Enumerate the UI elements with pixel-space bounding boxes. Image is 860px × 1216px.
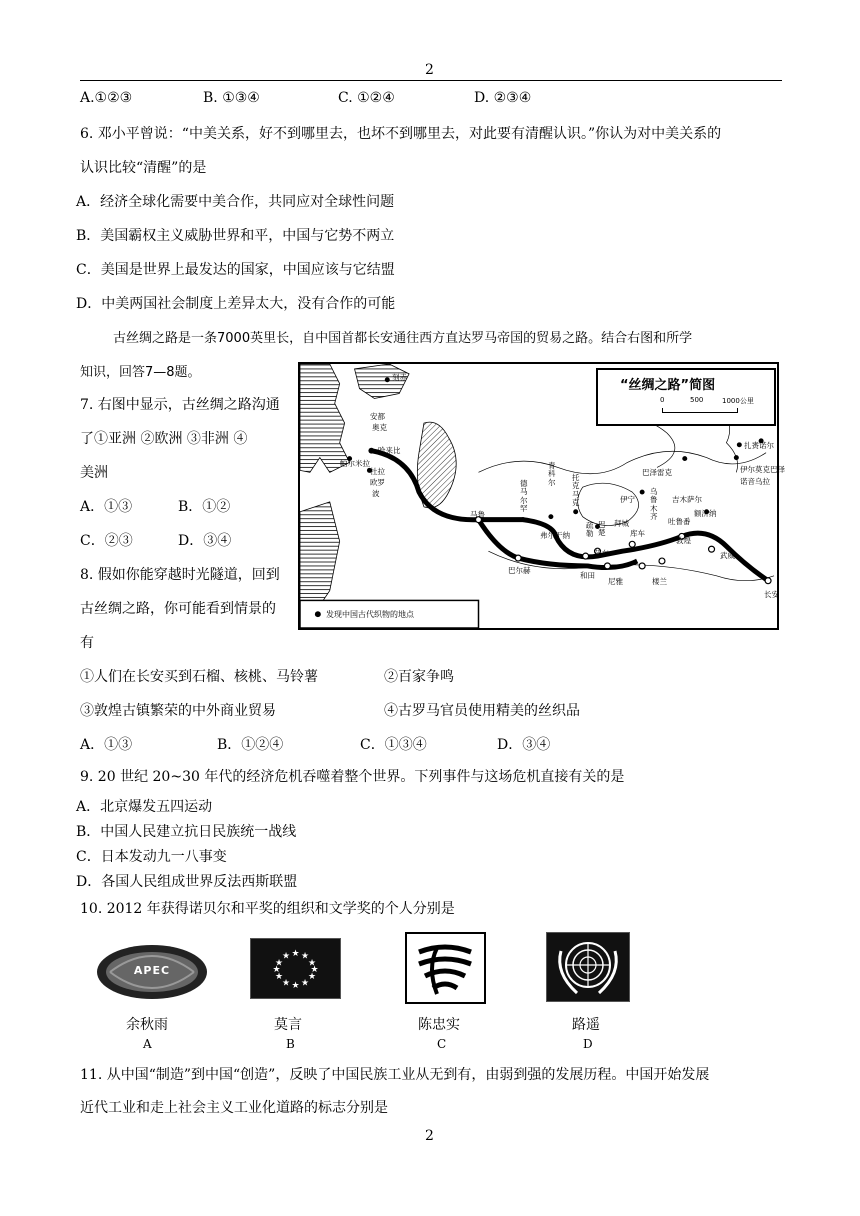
map-place: 伊尔莫克巴泽: [740, 465, 785, 474]
svg-text:★: ★: [274, 958, 284, 969]
svg-text:★: ★: [300, 951, 310, 962]
map-place: 欧罗: [370, 478, 385, 487]
q8-item3: ③敦煌古镇繁荣的中外商业贸易: [80, 703, 276, 719]
passage-line2: 知识，回答7—8题。: [80, 365, 201, 380]
q9-option-c: C．日本发动九一八事变: [76, 849, 227, 865]
q7-option-d: D．③④: [178, 533, 232, 549]
q10-name-b: 莫言: [274, 1017, 302, 1033]
map-place: 诺音乌拉: [740, 477, 770, 486]
map-place: 长安: [764, 590, 779, 599]
q8-item1: ①人们在长安买到石榴、核桃、马铃薯: [80, 669, 318, 685]
q6-stem-line2: 认识比较“清醒”的是: [80, 160, 207, 176]
svg-text:★: ★: [291, 981, 300, 991]
q10-stem: 10. 2012 年获得诺贝尔和平奖的组织和文学奖的个人分别是: [80, 901, 455, 917]
q9-option-a: A．北京爆发五四运动: [76, 799, 213, 815]
q10-name-a: 余秋雨: [126, 1017, 168, 1033]
q10-letter-b: B: [286, 1037, 295, 1051]
map-scale-1000: 1000公里: [722, 397, 754, 405]
q10-name-c: 陈忠实: [418, 1017, 460, 1033]
footer-page-number: 2: [425, 1128, 434, 1144]
q8-option-c: C．①③④: [360, 737, 427, 753]
map-place: 疏勒: [586, 521, 594, 539]
map-place: 尼雅: [608, 577, 623, 586]
q5-option-c: C. ①②④: [338, 90, 395, 106]
q8-line1: 8. 假如你能穿越时光隧道，回到: [80, 567, 280, 583]
q6-option-b: B．美国霸权主义威胁世界和平，中国与它势不两立: [76, 228, 395, 244]
q5-option-d: D. ②③④: [474, 90, 532, 106]
map-place: 哈来比: [378, 446, 401, 455]
header-rule: [80, 80, 782, 81]
q9-option-b: B．中国人民建立抗日民族统一战线: [76, 824, 297, 840]
q7-option-c: C．②③: [80, 533, 133, 549]
q8-line2: 古丝绸之路，你可能看到情景的: [80, 601, 276, 617]
map-place: 巴楚: [598, 520, 606, 538]
q8-option-d: D．③④: [497, 737, 551, 753]
map-place: 莎车: [594, 549, 609, 558]
svg-text:★: ★: [281, 951, 291, 962]
map-place: 扎赉诺尔: [744, 441, 774, 450]
map-place: 乌鲁木齐: [650, 487, 658, 521]
q6-option-d: D．中美两国社会制度上差异太大，没有合作的可能: [76, 296, 396, 312]
q5-option-a: A.①②③: [80, 90, 133, 106]
apec-logo: [96, 944, 208, 1000]
map-legend-label: 发现中国古代织物的地点: [326, 610, 414, 619]
map-place: 拜城: [614, 519, 629, 528]
q10-name-d: 路遥: [572, 1017, 600, 1033]
svg-text:★: ★: [307, 958, 317, 969]
q7-line1: 7. 右图中显示，古丝绸之路沟通: [80, 397, 280, 413]
map-place: 楼兰: [652, 577, 667, 586]
passage-line1: 古丝绸之路是一条7000英里长，自中国首都长安通往西方直达罗马帝国的贸易之路。结合右图和所学: [113, 331, 693, 346]
map-place: 杜拉: [370, 467, 385, 476]
q10-letter-a: A: [143, 1037, 152, 1051]
header-page-number: 2: [425, 62, 434, 78]
q11-line1: 11. 从中国“制造”到中国“创造”，反映了中国民族工业从无到有，由弱到强的发展历程。中国开始发展: [80, 1067, 710, 1083]
q6-option-a: A．经济全球化需要中美合作，共同应对全球性问题: [76, 194, 395, 210]
map-place: 安都: [370, 412, 385, 421]
map-place: 弗尔干纳: [540, 531, 570, 540]
map-place: 武威: [720, 551, 735, 560]
q7-option-b: B．①②: [178, 499, 231, 515]
q7-line2: 了①亚洲 ②欧洲 ③非洲 ④: [80, 431, 248, 447]
map-scale-0: 0: [660, 396, 665, 404]
map-place: 库车: [630, 529, 645, 538]
map-place: 吐鲁番: [668, 517, 691, 526]
map-scale-bar: [662, 408, 738, 413]
map-place: 马鲁: [470, 510, 485, 519]
q6-stem-line1: 6. 邓小平曾说：“中美关系，好不到哪里去，也坏不到哪里去，对此要有清醒认识。”你认为对中美关系的: [80, 126, 722, 142]
eu-flag-emblem: [250, 938, 341, 999]
svg-text:★: ★: [281, 978, 291, 989]
map-place: 刻赤: [392, 373, 407, 382]
q8-option-a: A．①③: [80, 737, 133, 753]
q11-line2: 近代工业和走上社会主义工业化道路的标志分别是: [80, 1100, 388, 1116]
map-scale-500: 500: [690, 396, 704, 404]
q8-option-b: B．①②④: [217, 737, 284, 753]
q8-item4: ④古罗马官员使用精美的丝织品: [384, 703, 580, 719]
svg-text:★: ★: [291, 949, 300, 959]
map-place: 托克马克: [572, 473, 580, 507]
q8-item2: ②百家争鸣: [384, 669, 454, 685]
q8-line3: 有: [80, 635, 94, 651]
apec-logo-text: APEC: [133, 964, 171, 977]
map-place: 德马尔罕: [520, 479, 528, 513]
map-place: 伊宁: [620, 495, 635, 504]
q10-letter-d: D: [583, 1037, 593, 1051]
q7-line3: 美洲: [80, 465, 108, 481]
svg-text:★: ★: [300, 978, 310, 989]
svg-text:★: ★: [307, 972, 317, 982]
q7-option-a: A．①③: [80, 499, 133, 515]
map-title: “丝绸之路”简图: [620, 378, 716, 393]
map-place: 吉木萨尔: [672, 495, 702, 504]
q5-option-b: B. ①③④: [203, 90, 260, 106]
map-place: 巴尔赫: [508, 566, 531, 575]
svg-text:★: ★: [310, 965, 319, 975]
q9-stem: 9. 20 世纪 20~30 年代的经济危机吞噬着整个世界。下列事件与这场危机直接有关的是: [80, 769, 625, 785]
un-emblem: [546, 932, 630, 1002]
q6-option-c: C．美国是世界上最发达的国家，中国应该与它结盟: [76, 262, 395, 278]
map-place: 和田: [580, 571, 595, 580]
q10-letter-c: C: [437, 1037, 447, 1051]
q9-option-d: D．各国人民组成世界反法西斯联盟: [76, 874, 298, 890]
map-title-box: [596, 368, 776, 426]
wto-emblem: [405, 932, 486, 1004]
map-place: 额济纳: [694, 509, 717, 518]
map-place: 青科尔: [548, 461, 556, 487]
svg-text:★: ★: [272, 965, 281, 975]
map-place: 帕尔米拉: [340, 459, 370, 468]
svg-text:★: ★: [274, 972, 284, 982]
map-place: 波: [372, 489, 380, 498]
map-place: 巴泽雷克: [642, 468, 672, 477]
map-place: 敦煌: [676, 536, 691, 545]
map-place: 奥克: [372, 423, 387, 432]
